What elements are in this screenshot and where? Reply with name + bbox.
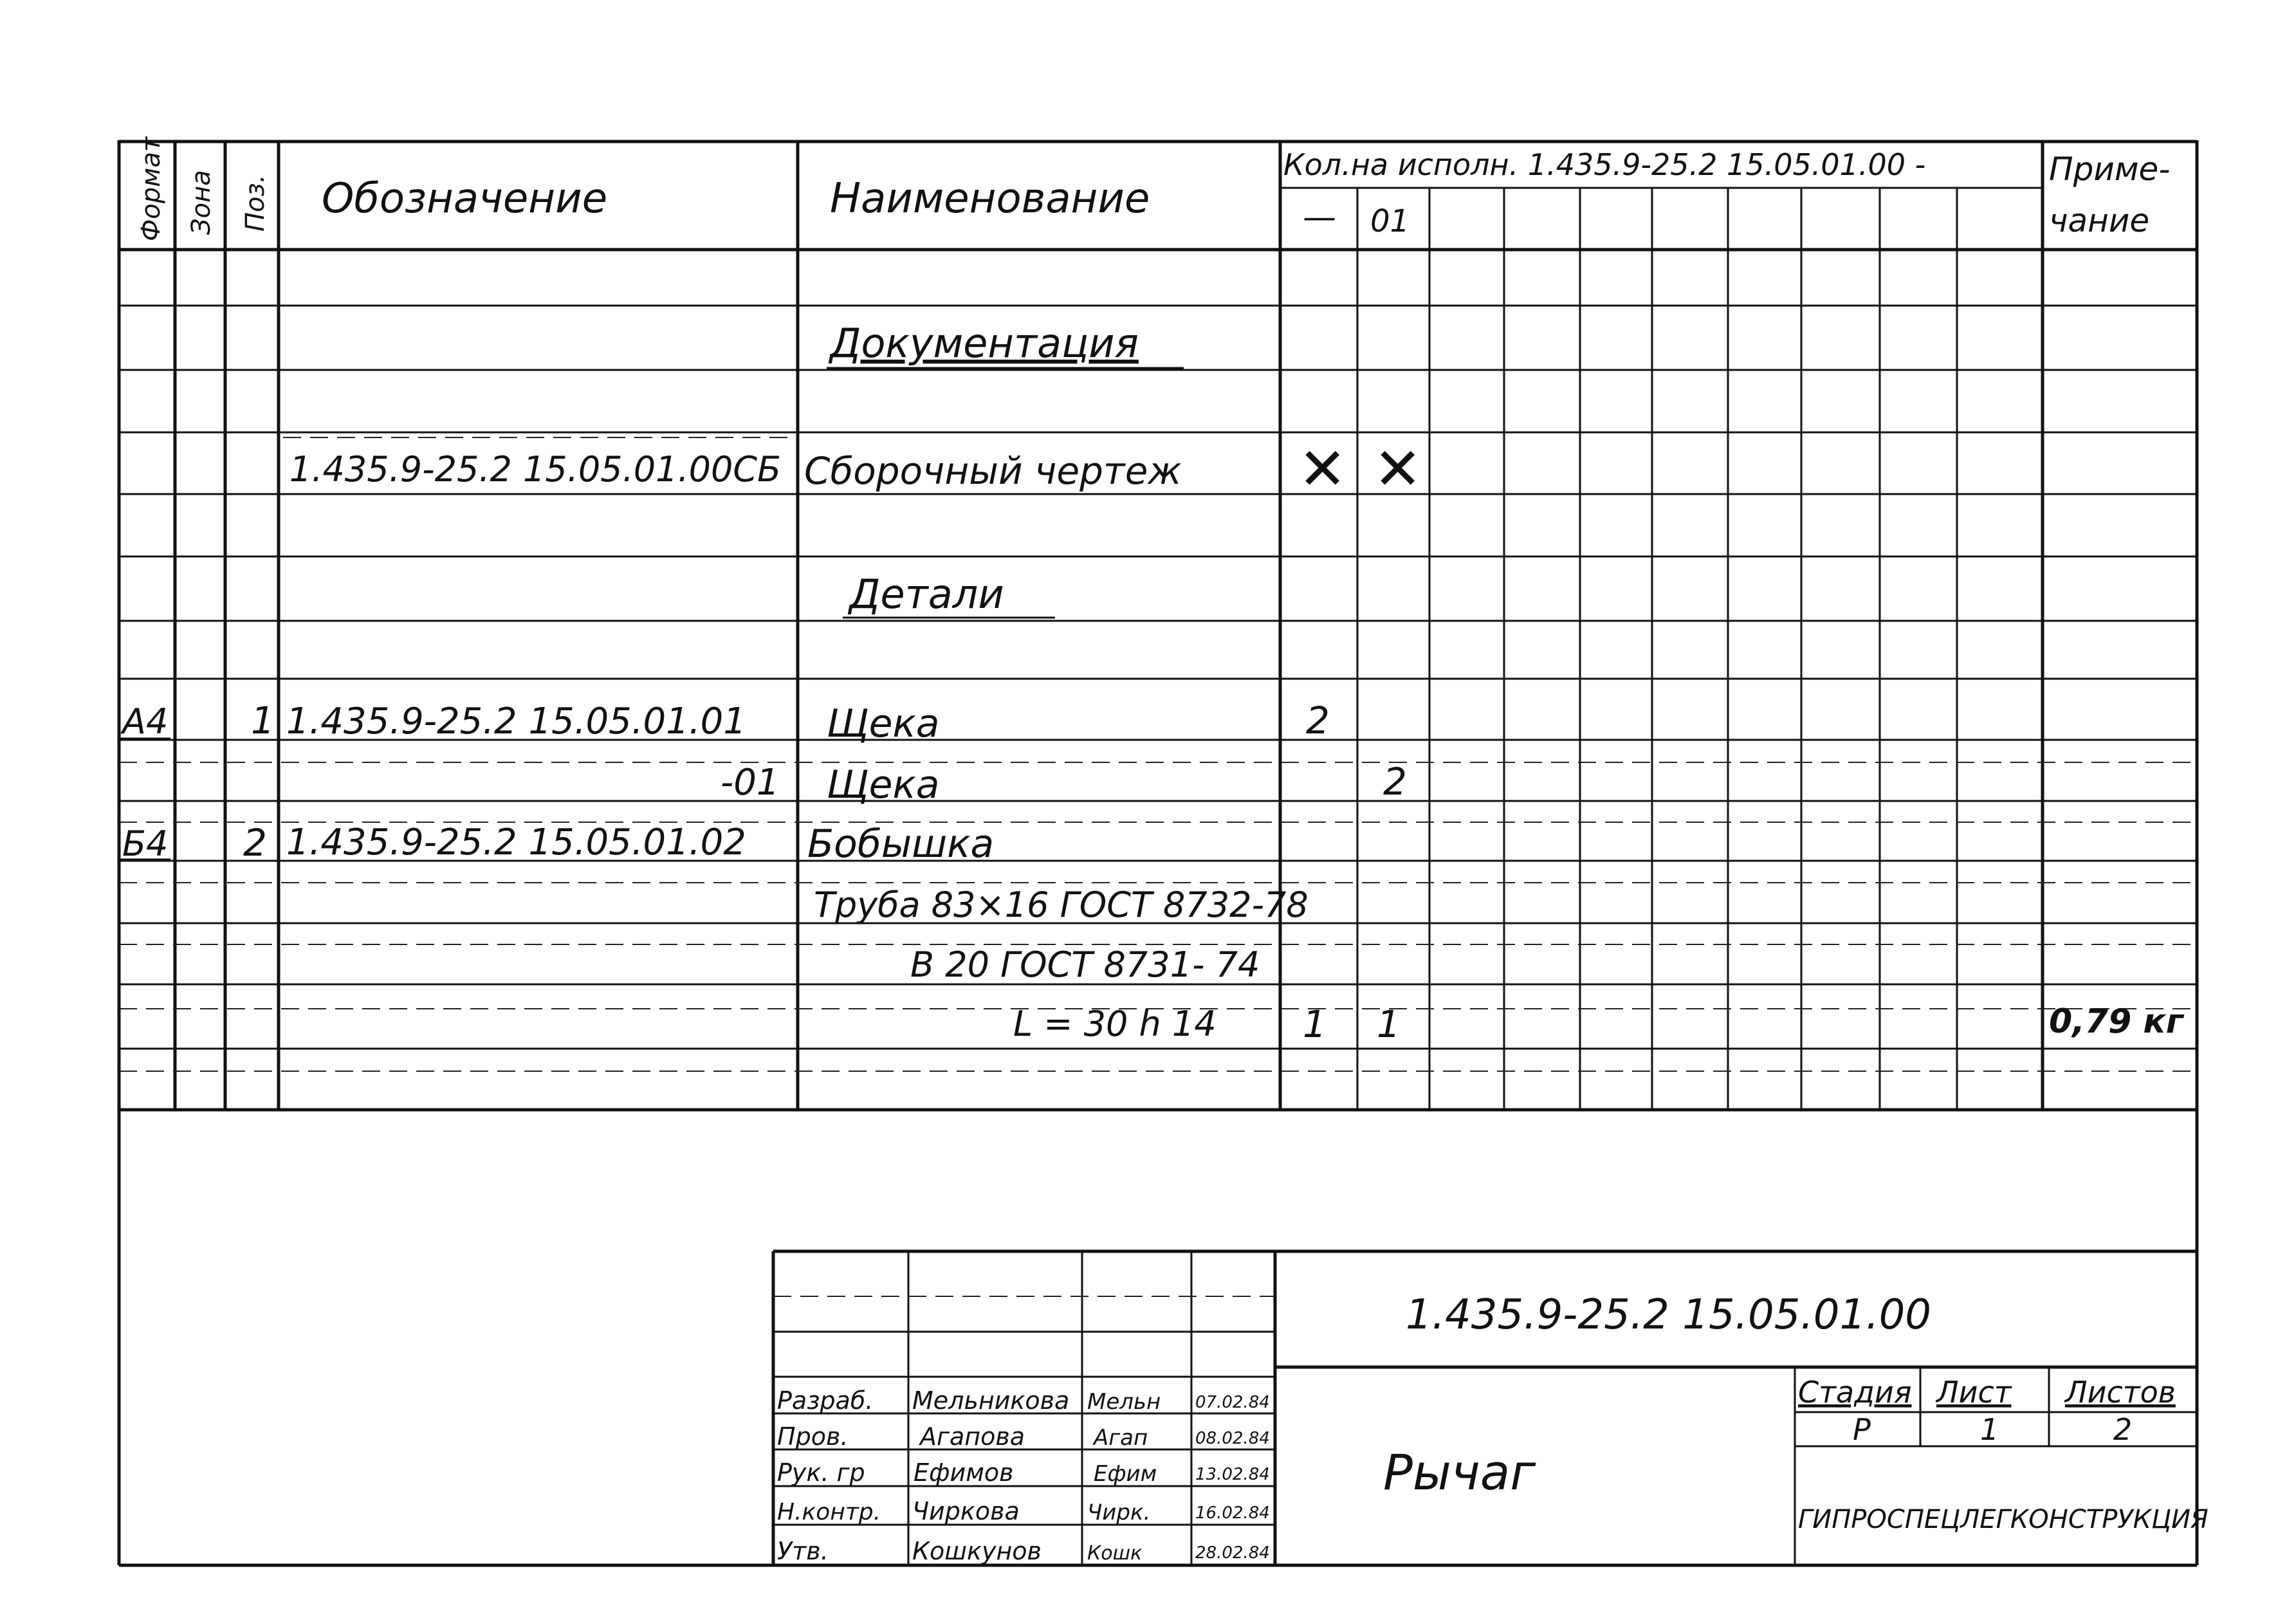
header-name: Наименование (830, 175, 1150, 223)
boss-name: Бобышка (807, 822, 995, 867)
cheek2-name: Щека (827, 762, 940, 807)
assembly-name: Сборочный чертеж (804, 449, 1182, 493)
signature-name: Чиркова (912, 1497, 1020, 1525)
header-zone: Зона (187, 170, 216, 235)
signature-name: Мельникова (912, 1386, 1070, 1415)
signature-date: 13.02.84 (1195, 1465, 1270, 1484)
signature-role: Рук. гр (777, 1458, 865, 1487)
signature-name: Ефимов (914, 1458, 1014, 1487)
signature-role: Разраб. (777, 1386, 874, 1415)
boss-material-line3: L = 30 h 14 (1013, 1004, 1217, 1044)
title-organization: ГИПРОСПЕЦЛЕГКОНСТРУКЦИЯ (1798, 1505, 2209, 1534)
title-sheets: 2 (2113, 1412, 2133, 1447)
boss-qty-01: 1 (1377, 1002, 1401, 1046)
boss-format: Б4 (122, 823, 169, 864)
signature-mark: Мельн (1087, 1389, 1161, 1415)
signature-mark: Агап (1094, 1425, 1148, 1451)
cheek1-name: Щека (827, 701, 940, 746)
title-doc-number: 1.435.9-25.2 15.05.01.00 (1406, 1291, 1931, 1339)
title-sheet: 1 (1980, 1412, 1999, 1447)
boss-pos: 2 (243, 821, 267, 865)
boss-material-line1: Труба 83×16 ГОСТ 8732-78 (814, 885, 1309, 925)
signature-role: Пров. (777, 1422, 849, 1451)
assembly-designation: 1.435.9-25.2 15.05.01.00СБ (289, 449, 782, 490)
signature-date: 16.02.84 (1195, 1503, 1270, 1523)
header-designation: Обозначение (322, 175, 608, 223)
header-note-line1: Приме- (2049, 151, 2171, 188)
cheek1-qty-base: 2 (1306, 699, 1330, 742)
signature-mark: Ефим (1094, 1461, 1157, 1487)
section-documentation: Документация (830, 320, 1139, 367)
title-stage-label: Стадия (1798, 1375, 1912, 1410)
title-sheets-label: Листов (2065, 1375, 2176, 1410)
assembly-mark-01: ✕ (1373, 436, 1422, 503)
assembly-mark-base: ✕ (1298, 436, 1347, 503)
signature-date: 08.02.84 (1195, 1429, 1270, 1448)
signature-name: Кошкунов (912, 1537, 1042, 1565)
cheek2-qty-01: 2 (1383, 760, 1407, 804)
header-pos: Поз. (241, 174, 270, 232)
title-stage: Р (1853, 1412, 1871, 1447)
boss-note-mass: 0,79 кг (2049, 1002, 2183, 1041)
header-variant-base: — (1303, 198, 1336, 237)
boss-qty-base: 1 (1303, 1002, 1327, 1046)
header-note-line2: чание (2049, 202, 2150, 239)
cheek1-pos: 1 (251, 699, 275, 742)
cheek1-designation: 1.435.9-25.2 15.05.01.01 (286, 701, 746, 742)
signature-role: Н.контр. (777, 1499, 881, 1525)
header-qty-title: Кол.на исполн. 1.435.9-25.2 15.05.01.00 - (1283, 147, 1926, 182)
signature-mark: Кошк (1087, 1542, 1143, 1565)
signature-date: 28.02.84 (1195, 1543, 1270, 1563)
header-variant-01: 01 (1370, 203, 1410, 239)
cheek2-designation: -01 (721, 762, 780, 804)
title-part-name: Рычаг (1383, 1444, 1536, 1501)
section-parts: Детали (849, 571, 1004, 618)
signature-date: 07.02.84 (1195, 1393, 1270, 1412)
title-sheet-label: Лист (1936, 1375, 2012, 1410)
signature-mark: Чирк. (1087, 1500, 1151, 1525)
header-format: Формат (136, 136, 166, 241)
cheek1-format: А4 (122, 701, 169, 742)
signature-name: Агапова (920, 1422, 1025, 1451)
signature-role: Утв. (777, 1537, 829, 1565)
boss-material-line2: В 20 ГОСТ 8731- 74 (910, 944, 1260, 985)
boss-designation: 1.435.9-25.2 15.05.01.02 (286, 822, 746, 863)
